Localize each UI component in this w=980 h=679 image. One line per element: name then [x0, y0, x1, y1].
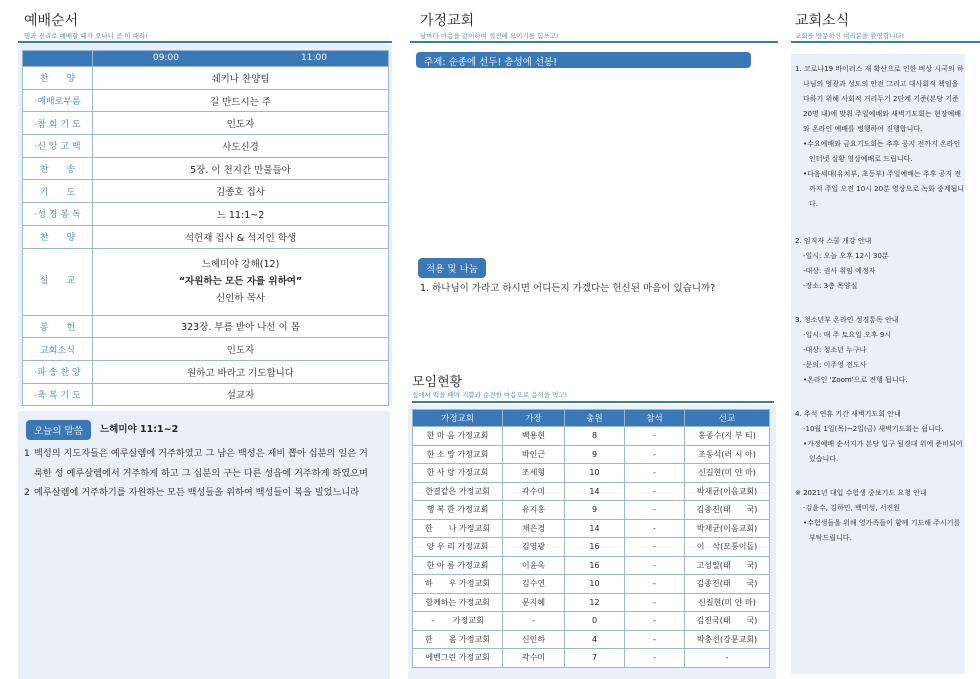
news-sub: -대상: 권사 취임 예정자	[803, 267, 876, 275]
worship-row-content: 323장. 부름 받아 나선 이 몸	[93, 315, 389, 338]
worship-row	[23, 135, 389, 158]
worship-row	[23, 112, 389, 135]
cell: 한 아 름 가정교회	[413, 556, 503, 575]
worship-row	[23, 67, 389, 90]
worship-row	[23, 225, 389, 248]
worship-row	[23, 315, 389, 338]
news-sub: •수험생들을 위해 영가족들이 함께 기도해 주시기를 부탁드립니다.	[803, 519, 961, 542]
news-sub: -장소: 3층 목양실	[803, 282, 858, 290]
verse-text: 예루살렘에 거주하기를 자원하는 모든 백성들을 위하여 백성들이 복을 빌었느니라	[34, 487, 360, 498]
cell: 14	[565, 519, 625, 538]
cell: -	[625, 649, 685, 668]
cell: 12	[565, 593, 625, 612]
bible-pill: 오늘의 말씀	[26, 420, 91, 440]
sermon-content	[93, 248, 389, 315]
news-head: 4. 추석 연휴 기간 새벽기도회 안내	[795, 410, 901, 418]
worship-row	[23, 338, 389, 361]
cell: 채은경	[503, 519, 565, 538]
worship-row-label: 봉 헌	[23, 315, 93, 338]
verse-text: 백성의 지도자들은 예루살렘에 거주하였고 그 남은 백성은 제비 뽑아 십분의 일은 거룩한 성 예루살렘에서 거주하게 하고 그 십분의 구는 다른 성읍에 거주하게 하였으며	[34, 448, 368, 479]
worship-row-label: ·신 앙 고 백	[23, 135, 93, 158]
worship-row-label: ·참 회 기 도	[23, 112, 93, 135]
cell: 9	[565, 445, 625, 464]
cell: 10	[565, 575, 625, 594]
worship-row	[23, 89, 389, 112]
table-row	[413, 612, 770, 631]
table-row	[413, 427, 770, 446]
cell: 김종진(태 국)	[685, 501, 770, 520]
gathering-divider	[412, 401, 774, 403]
verse-number: 1	[24, 448, 30, 459]
table-row	[413, 538, 770, 557]
cell: 조동석(러 시 아)	[685, 445, 770, 464]
cell: -	[625, 501, 685, 520]
news-head: 2. 임직자 스쿨 개강 안내	[795, 237, 872, 245]
worship-row-label: 설 교	[23, 248, 93, 315]
cell: 함께하는 가정교회	[413, 593, 503, 612]
worship-row-label: 찬 양	[23, 225, 93, 248]
news-head: ※ 2021년 대입 수험생 중보기도 요청 안내	[795, 489, 927, 497]
cell: 문지혜	[503, 593, 565, 612]
time-second: 11:00	[301, 53, 327, 63]
worship-row	[23, 180, 389, 203]
cell: 이윤옥	[503, 556, 565, 575]
worship-row-content: 길 만드시는 주	[93, 89, 389, 112]
table-row	[413, 575, 770, 594]
worship-row-sermon	[23, 248, 389, 315]
worship-row-label: 기 도	[23, 180, 93, 203]
cell: -	[625, 556, 685, 575]
news-item	[795, 62, 965, 212]
cell: 하 우 가정교회	[413, 575, 503, 594]
worship-row-content: 5장. 이 천지간 만물들아	[93, 157, 389, 180]
worship-row-content: 느 11:1~2	[93, 203, 389, 226]
cell: -	[625, 464, 685, 483]
col-header: 총원	[565, 410, 625, 427]
home-church-subtitle: 날마다 마음을 같이하여 성전에 모이기를 힘쓰고!	[420, 32, 559, 40]
news-sub: -대상: 청소년 누구나	[803, 346, 867, 354]
cell: 김영광	[503, 538, 565, 557]
news-title: 교회소식	[795, 13, 850, 29]
cell: 9	[565, 501, 625, 520]
cell: -	[625, 612, 685, 631]
col-header: 선교	[685, 410, 770, 427]
cell: 김진국(태 국)	[685, 612, 770, 631]
news-item	[795, 407, 965, 467]
table-row	[413, 501, 770, 520]
news-item	[795, 486, 965, 546]
news-sub: •가정예배 순서지가 본당 입구 될경대 위에 준비되어 있습니다.	[803, 440, 963, 463]
table-row	[413, 519, 770, 538]
worship-row-content: 인도자	[93, 112, 389, 135]
cell: 조세형	[503, 464, 565, 483]
cell: 0	[565, 612, 625, 631]
cell: -	[625, 630, 685, 649]
worship-row-label: ·성 경 봉 독	[23, 203, 93, 226]
col-header: 참석	[625, 410, 685, 427]
worship-row-content: 김종호 집사	[93, 180, 389, 203]
cell: 신인하	[503, 630, 565, 649]
cell: -	[625, 538, 685, 557]
cell: 한 몸 가정교회	[413, 630, 503, 649]
sermon-preacher: 신인하 목사	[216, 293, 265, 304]
table-row	[413, 464, 770, 483]
verse-number: 2	[24, 487, 30, 498]
news-sub: -일시: 매 주 토요일 오후 9시	[803, 331, 892, 339]
cell: -	[625, 482, 685, 501]
cell: 한결같은 가정교회	[413, 482, 503, 501]
gathering-table	[412, 409, 770, 668]
news-divider	[791, 41, 980, 43]
table-row	[413, 482, 770, 501]
cell: 한 사 랑 가정교회	[413, 464, 503, 483]
cell: 14	[565, 482, 625, 501]
gathering-subtitle: 집에서 떡을 떼며 기쁨과 순전한 마음으로 음식을 먹고!	[412, 391, 568, 399]
worship-row	[23, 157, 389, 180]
cell: 김종진(태 국)	[685, 575, 770, 594]
theme-bar: 주제: 순종에 선두! 충성에 선봉!	[416, 52, 751, 68]
home-church-divider	[410, 41, 778, 43]
table-row	[413, 556, 770, 575]
cell: 한 소 망 가정교회	[413, 445, 503, 464]
worship-row-content: 쉐키나 찬양팀	[93, 67, 389, 90]
cell: 양 우 리 가정교회	[413, 538, 503, 557]
news-list	[795, 62, 965, 546]
table-row	[413, 445, 770, 464]
cell: 한 마 음 가정교회	[413, 427, 503, 446]
cell: -	[503, 612, 565, 631]
cell: -	[625, 575, 685, 594]
news-sub: -일시: 오늘 오후 12시 30분	[803, 252, 889, 260]
news-sub: •온라인 'Zoom'으로 진행 됩니다.	[803, 376, 908, 384]
cell: - 가정교회	[413, 612, 503, 631]
worship-row-label: 찬 송	[23, 157, 93, 180]
worship-row-content: 석헌재 집사 & 석지인 학생	[93, 225, 389, 248]
cell: 유지홍	[503, 501, 565, 520]
cell: 김수연	[503, 575, 565, 594]
news-subtitle: 교회를 방문하신 여러분을 환영합니다!	[795, 32, 905, 40]
sharing-question: 1. 하나님이 가라고 하시면 어디든지 가겠다는 헌신된 마음이 있습니까?	[420, 283, 716, 294]
cell: 박재균(이음교회)	[685, 519, 770, 538]
news-sub: •수요예배와 금요기도회는 추후 공지 전까지 온라인 인터넷 실황 영상예배로 드립니다.	[803, 140, 961, 163]
gathering-title: 모임현황	[412, 375, 463, 390]
cell: 박인근	[503, 445, 565, 464]
apply-pill: 적용 및 나눔	[418, 258, 486, 278]
cell: 고성일(태 국)	[685, 556, 770, 575]
news-head: 3. 청소년부 온라인 성경통독 안내	[795, 316, 899, 324]
cell: -	[625, 519, 685, 538]
news-head: 1. 코로나19 바이러스 재 확산으로 인한 비상 시국의 하나님의 영광과 성도의 안전 그리고 대사회적 책임을 다하기 위해 사회적 거리두기 2단계 기준(본당 기준 20명 내)에 맞춰 주일예배와 새벽기도회는 현장예배와 온라인 예배를 병행하여 진행합니다.	[795, 65, 964, 133]
worship-row-content: 사도신경	[93, 135, 389, 158]
time-header-blank	[23, 51, 93, 67]
worship-row-label: 찬 양	[23, 67, 93, 90]
cell: 한 나 가정교회	[413, 519, 503, 538]
cell: 백용현	[503, 427, 565, 446]
cell: 곽수미	[503, 482, 565, 501]
cell: 곽수미	[503, 649, 565, 668]
cell: 16	[565, 538, 625, 557]
gathering-header-row	[413, 410, 770, 427]
cell: 에벤그린 가정교회	[413, 649, 503, 668]
news-sub: -10월 1일(목)~2일(금) 새벽기도회는 쉽니다.	[803, 425, 944, 433]
news-sub: •다음세대(유치부, 초등부) 주일예배는 추후 공지 전까지 주일 오전 10시 20분 영상으로 녹화 중계됩니다.	[803, 170, 965, 208]
time-header	[93, 51, 389, 67]
col-header: 가정교회	[413, 410, 503, 427]
worship-time-header	[23, 51, 389, 67]
worship-row-label: 교회소식	[23, 338, 93, 361]
worship-row-label: ·예배로부름	[23, 89, 93, 112]
worship-row-content: 인도자	[93, 338, 389, 361]
cell: 10	[565, 464, 625, 483]
time-first: 09:00	[153, 53, 179, 63]
worship-row	[23, 203, 389, 226]
table-row	[413, 593, 770, 612]
cell: -	[625, 445, 685, 464]
home-church-title: 가정교회	[420, 13, 475, 29]
cell: 이 삭(모퉁이돌)	[685, 538, 770, 557]
worship-divider	[18, 41, 392, 43]
table-row	[413, 649, 770, 668]
cell: 4	[565, 630, 625, 649]
bible-text	[24, 444, 374, 503]
table-row	[413, 630, 770, 649]
worship-row-content: 원하고 바라고 기도합니다	[93, 360, 389, 383]
news-item	[795, 234, 965, 294]
cell: -	[625, 593, 685, 612]
cell: 16	[565, 556, 625, 575]
worship-row-label: ·파 송 찬 양	[23, 360, 93, 383]
bible-reference: 느헤미야 11:1~2	[100, 424, 179, 435]
worship-row-content: 설교자	[93, 383, 389, 406]
cell: 박재균(이음교회)	[685, 482, 770, 501]
col-header: 가장	[503, 410, 565, 427]
bible-verse	[24, 483, 374, 503]
cell: -	[625, 427, 685, 446]
worship-title: 예배순서	[24, 13, 79, 29]
cell: 박충선(강문교회)	[685, 630, 770, 649]
worship-row	[23, 360, 389, 383]
cell: 8	[565, 427, 625, 446]
worship-row	[23, 383, 389, 406]
sermon-title: “자원하는 모든 자를 위하여”	[178, 276, 303, 287]
cell: 신길현(미 얀 마)	[685, 464, 770, 483]
worship-subtitle: 영과 진리로 예배할 때가 오나니 곧 이 때라!	[24, 32, 148, 40]
bible-verse	[24, 444, 374, 483]
cell: 홍종수(지 부 티)	[685, 427, 770, 446]
cell: -	[685, 649, 770, 668]
news-sub: -김윤수, 김하민, 백미성, 서진원	[803, 504, 901, 512]
news-sub: -문의: 이주영 전도사	[803, 361, 867, 369]
cell: 신길현(미 얀 마)	[685, 593, 770, 612]
cell: 7	[565, 649, 625, 668]
sermon-series: 느헤미야 강해(12)	[201, 259, 280, 270]
news-item	[795, 313, 965, 388]
cell: 행 복 한 가정교회	[413, 501, 503, 520]
worship-order-table	[22, 50, 389, 406]
worship-row-label: ·축 복 기 도	[23, 383, 93, 406]
